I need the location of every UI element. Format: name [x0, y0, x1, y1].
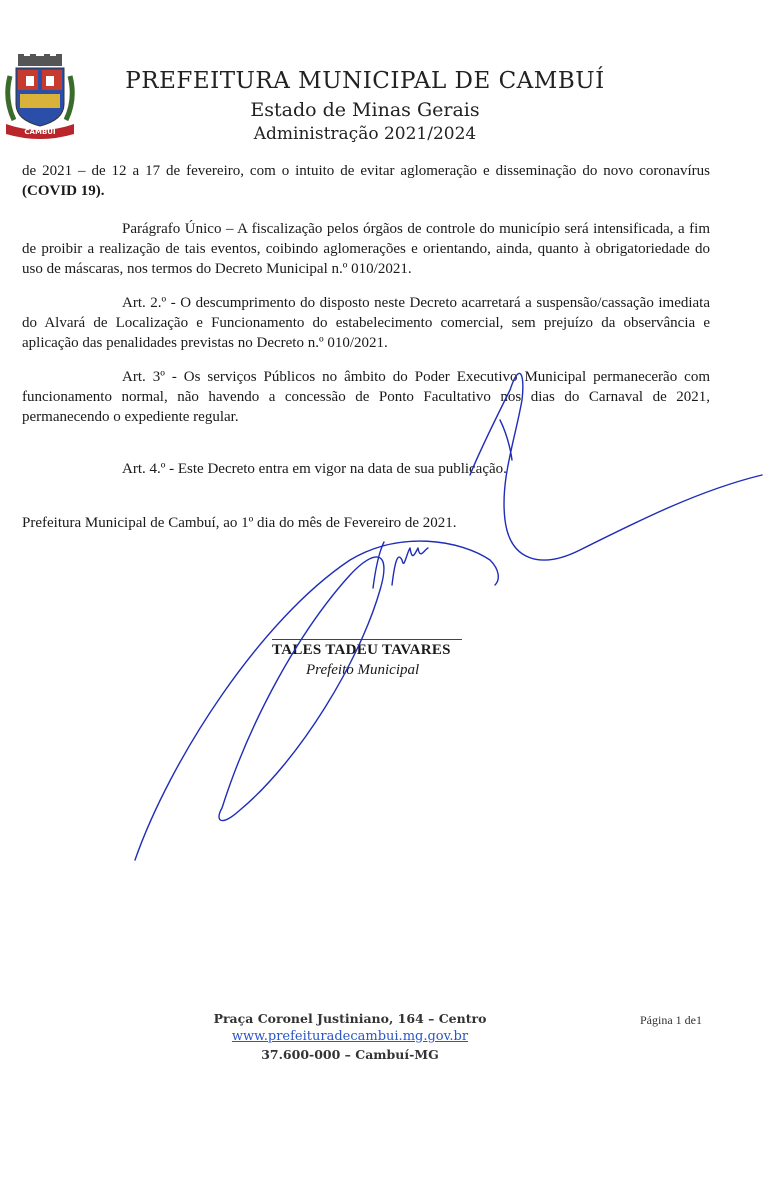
paragraph-text: Parágrafo Único – A fiscalização pelos órgãos de controle do município será intensificada, a fim de proibir a realização de tais eventos, coibindo aglomerações e orientando, ainda, quanto à obrigatoriedade do uso de máscaras, nos termos do Decreto Municipal n.º 010/2021.: [22, 221, 710, 277]
administration-period: Administração 2021/2024: [253, 124, 477, 144]
closing-date-line: [22, 513, 710, 533]
article-2: [22, 293, 710, 353]
signatory-name: TALES TADEU TAVARES: [272, 642, 451, 658]
paragraph-text: de 2021 – de 12 a 17 de fevereiro, com o intuito de evitar aglomeração e disseminação do novo coronavírus: [22, 163, 710, 179]
signature-line: [272, 639, 462, 640]
paragraph-sole: [22, 219, 710, 279]
article-4: [22, 459, 710, 479]
covid-label: (COVID 19).: [22, 183, 105, 199]
letterhead: [80, 66, 650, 145]
crest-banner-text: CAMBUÍ: [24, 128, 56, 136]
article-3: [22, 367, 710, 427]
paragraph-continuation: [22, 161, 710, 201]
footer-address: Praça Coronel Justiniano, 164 – Centro: [213, 1011, 487, 1026]
paragraph-text: Art. 3º - Os serviços Públicos no âmbito do Poder Executivo Municipal permanecerão com funcionamento normal, não havendo a concessão de Ponto Facultativo nos dias do Carnaval de 2021, permanecendo o expediente regular.: [22, 369, 710, 425]
paragraph-text: Prefeitura Municipal de Cambuí, ao 1º dia do mês de Fevereiro de 2021.: [22, 515, 457, 531]
footer-postal-code: 37.600-000 – Cambuí-MG: [261, 1047, 439, 1062]
organization-name: PREFEITURA MUNICIPAL DE CAMBUÍ: [125, 68, 605, 94]
footer-website-link[interactable]: www.prefeituradecambui.mg.gov.br: [231, 1029, 469, 1044]
signatory-role: Prefeito Municipal: [306, 662, 420, 678]
state-name: Estado de Minas Gerais: [250, 99, 480, 121]
page-number: Página 1 de1: [640, 1013, 702, 1027]
municipal-crest-icon: [4, 54, 76, 142]
paragraph-text: Art. 4.º - Este Decreto entra em vigor na data de sua publicação.: [122, 461, 507, 477]
paragraph-text: Art. 2.º - O descumprimento do disposto neste Decreto acarretará a suspensão/cassação imediata do Alvará de Localização e Funcionamento do estabelecimento comercial, sem prejuízo da observância e aplicação das penalidades previstas no Decreto n.º 010/2021.: [22, 295, 710, 351]
footer: [190, 1010, 510, 1064]
